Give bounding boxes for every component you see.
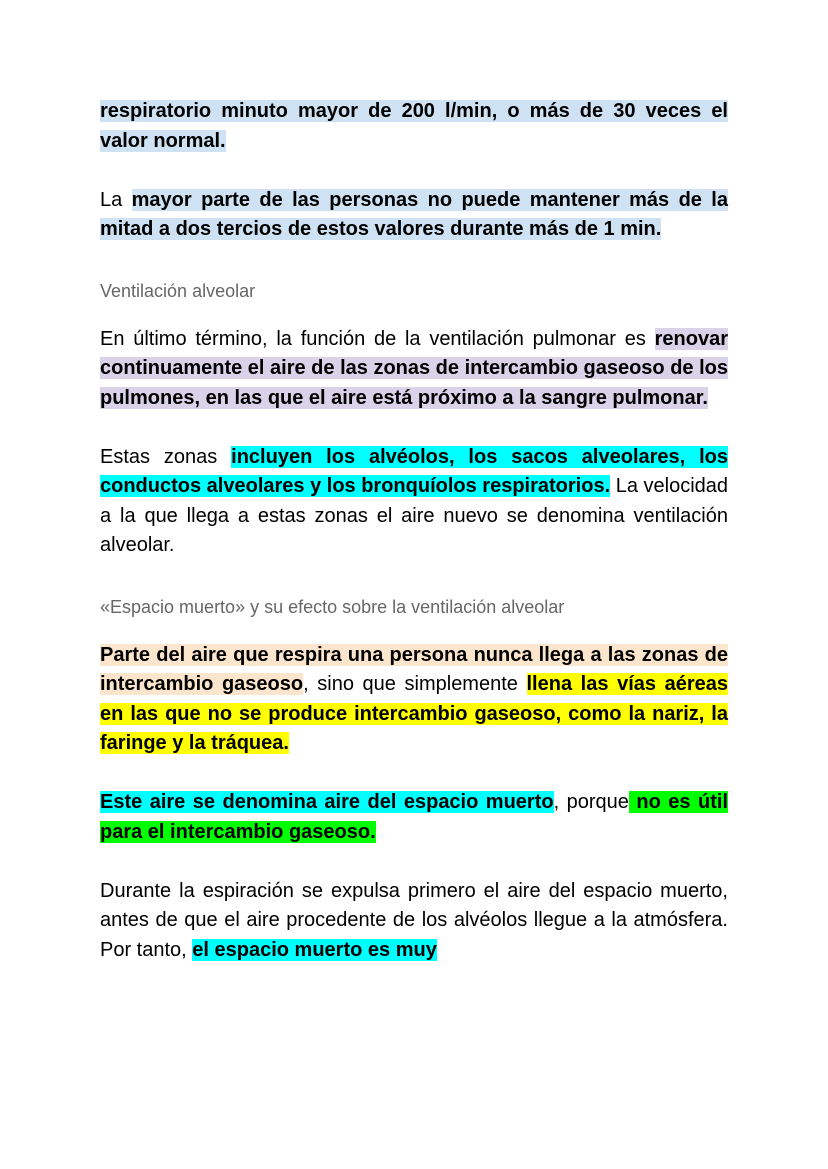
highlighted-text: el espacio muerto es muy bbox=[192, 938, 437, 961]
plain-text: La bbox=[100, 188, 132, 211]
paragraph-dead-space-air bbox=[100, 641, 728, 759]
highlighted-text: mayor parte de las personas no puede mantener más de la mitad a dos tercios de estos valores durante más de 1 min. bbox=[100, 188, 728, 240]
paragraph-minute-volume bbox=[100, 97, 728, 156]
highlighted-text: respiratorio minuto mayor de 200 l/min, o más de 30 veces el valor normal. bbox=[100, 100, 728, 152]
paragraph-expiration bbox=[100, 877, 728, 966]
section-heading-dead-space: «Espacio muerto» y su efecto sobre la ventilación alveolar bbox=[100, 596, 565, 617]
paragraph-dead-space-definition bbox=[100, 788, 728, 847]
highlighted-text: renovar continuamente el aire de las zonas de intercambio gaseoso de los pulmones, en las que el aire está próximo a la sangre pulmonar. bbox=[100, 327, 728, 409]
paragraph-ventilation-function bbox=[100, 325, 728, 414]
section-heading-alveolar-ventilation: Ventilación alveolar bbox=[100, 280, 256, 301]
highlighted-text: Parte del aire que respira una persona nunca llega a las zonas de intercambio gaseoso bbox=[100, 643, 728, 695]
plain-text: Durante la espiración se expulsa primero el aire del espacio muerto, antes de que el aire procedente de los alvéolos llegue a la atmósfera. Por tanto, bbox=[100, 879, 728, 961]
plain-text: , sino que simplemente bbox=[303, 673, 527, 695]
plain-text: , porque bbox=[553, 791, 629, 813]
highlighted-text: Este aire se denomina aire del espacio muerto bbox=[100, 791, 554, 813]
document-page bbox=[100, 97, 728, 965]
plain-text: Estas zonas bbox=[100, 445, 232, 468]
paragraph-exchange-zones bbox=[100, 443, 728, 561]
highlighted-text: no es útil para el intercambio gaseoso. bbox=[100, 791, 728, 843]
paragraph-max-sustain bbox=[100, 186, 728, 245]
plain-text: En último término, la función de la ventilación pulmonar es bbox=[100, 327, 655, 350]
highlighted-text: incluyen los alvéolos, los sacos alveolares, los conductos alveolares y los bronquíolos respiratorios. bbox=[100, 445, 728, 497]
plain-text: La velocidad a la que llega a estas zonas el aire nuevo se denomina ventilación alveolar. bbox=[100, 475, 729, 556]
highlighted-text: llena las vías aéreas en las que no se produce intercambio gaseoso, como la nariz, la faringe y la tráquea. bbox=[100, 673, 728, 754]
